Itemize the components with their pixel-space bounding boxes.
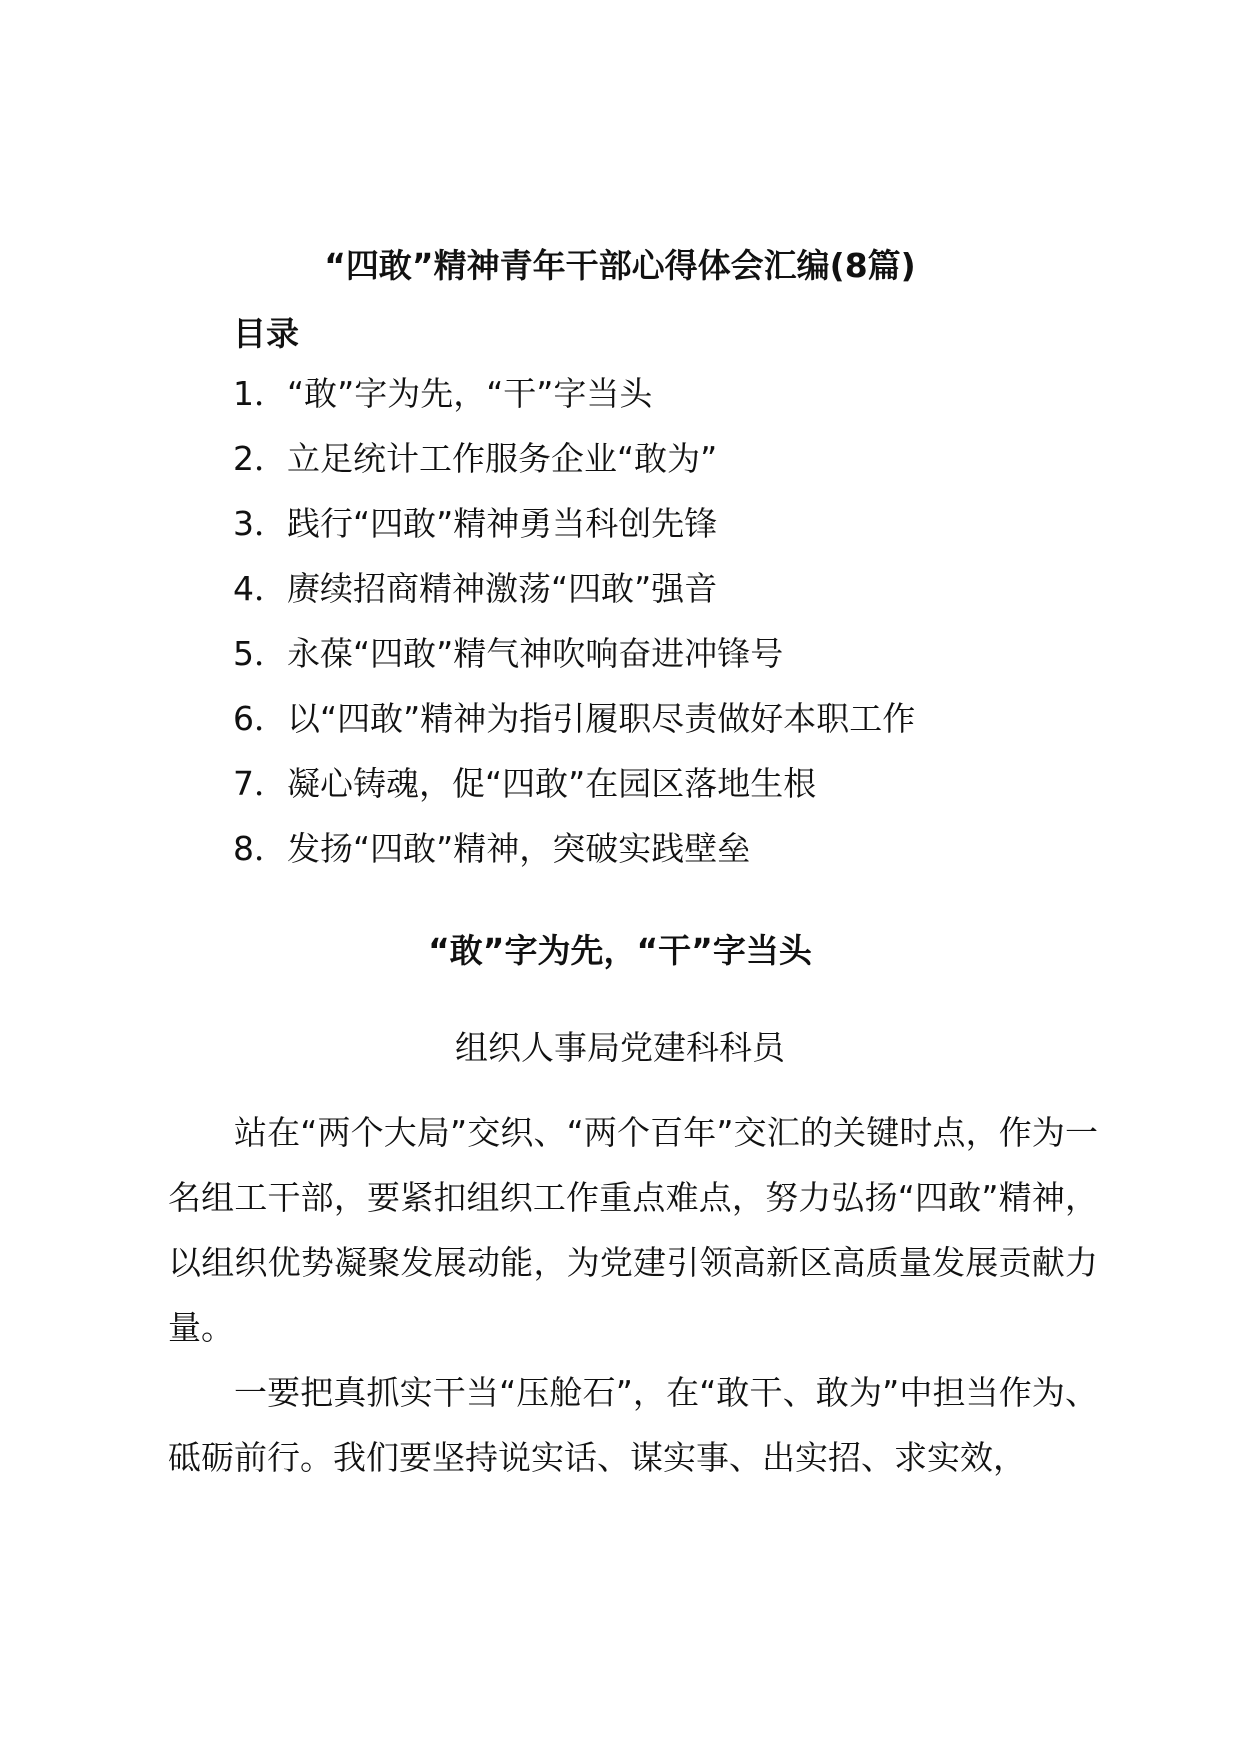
table-of-contents <box>233 372 915 892</box>
toc-item: 6．以“四敢”精神为指引履职尽责做好本职工作 <box>233 699 916 738</box>
section-title: “敢”字为先，“干”字当头 <box>428 931 812 970</box>
toc-item: 2．立足统计工作服务企业“敢为” <box>233 439 718 478</box>
paragraph: 站在“两个大局”交织、“两个百年”交汇的关键时点，作为一名组工干部，要紧扣组织工作重点难点，努力弘扬“四敢”精神，以组织优势凝聚发展动能，为党建引领高新区高质量发展贡献力量。 <box>168 1113 1098 1347</box>
document-title: “四敢”精神青年干部心得体会汇编(8篇) <box>324 246 916 285</box>
toc-item: 3．践行“四敢”精神勇当科创先锋 <box>233 504 718 543</box>
toc-item: 1．“敢”字为先，“干”字当头 <box>233 374 653 413</box>
author-line: 组织人事局党建科科员 <box>455 1028 785 1067</box>
paragraph: 一要把真抓实干当“压舱石”，在“敢干、敢为”中担当作为、砥砺前行。我们要坚持说实话、谋实事、出实招、求实效， <box>168 1373 1098 1477</box>
toc-item: 4．赓续招商精神激荡“四敢”强音 <box>233 569 718 608</box>
body-text <box>168 1100 1098 1490</box>
toc-item: 7．凝心铸魂，促“四敢”在园区落地生根 <box>233 764 817 803</box>
toc-heading: 目录 <box>233 314 299 353</box>
toc-item: 8．发扬“四敢”精神，突破实践壁垒 <box>233 829 751 868</box>
toc-item: 5．永葆“四敢”精气神吹响奋进冲锋号 <box>233 634 784 673</box>
